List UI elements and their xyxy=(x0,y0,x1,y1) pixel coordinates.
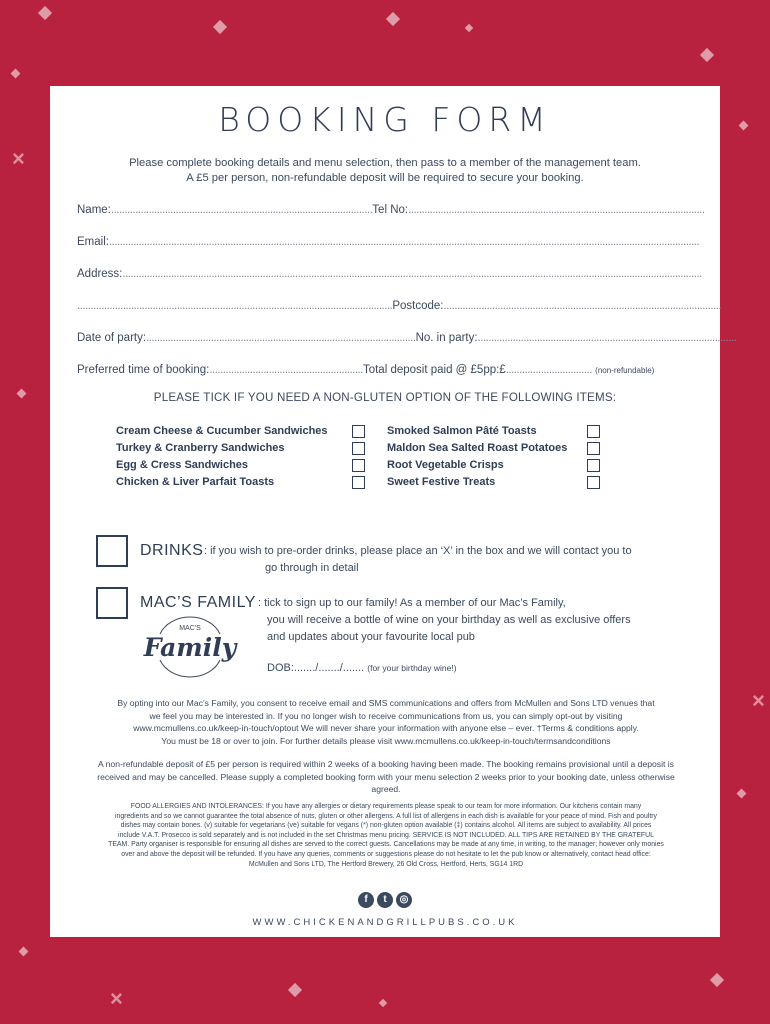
snowflake-cross: × xyxy=(110,986,123,1011)
instagram-icon[interactable]: ◎ xyxy=(396,892,412,908)
menu-item: Chicken & Liver Parfait Toasts xyxy=(116,476,275,488)
intro-text xyxy=(50,156,720,186)
date-field[interactable]: .................................................................................................... xyxy=(146,332,416,344)
allergy-line: FOOD ALLERGIES AND INTOLERANCES: If you have any allergies or dietary requirements please speak to our team for more information. Our kitchens contain many xyxy=(130,803,642,810)
consent-line: we feel you may be interested in. If you no longer wish to receive communications from us, you can simply opt-out by visiting xyxy=(149,710,623,721)
number-field[interactable]: ................................................................................................ xyxy=(477,332,737,344)
menu-item: Egg & Cress Sandwiches xyxy=(116,459,249,471)
drinks-text: : if you wish to pre-order drinks, please place an ‘X’ in the box and we will contact you to xyxy=(204,545,632,557)
deposit-line: received and may be cancelled. Please supply a completed booking form with your menu selection 2 weeks prior to your booking date, unless otherwise xyxy=(97,771,675,782)
drinks-label: DRINKS xyxy=(140,542,204,559)
macs-family-checkbox[interactable] xyxy=(96,587,128,619)
logo-top-text: MAC'S xyxy=(179,625,201,632)
time-row xyxy=(77,364,691,376)
menu-item: Smoked Salmon Pâté Toasts xyxy=(387,425,537,437)
intro-line: A £5 per person, non-refundable deposit will be required to secure your booking. xyxy=(186,172,584,184)
snowflake-cross: × xyxy=(752,688,765,713)
gluten-checkbox[interactable] xyxy=(352,425,365,438)
macs-text: you will receive a bottle of wine on your birthday as well as exclusive offers xyxy=(267,614,631,626)
drinks-text: go through in detail xyxy=(265,562,359,574)
snowflake-dot xyxy=(465,24,473,32)
facebook-icon[interactable]: f xyxy=(358,892,374,908)
consent-line: www.mcmullens.co.uk/keep-in-touch/optout We will never share your information with anyone else – ever. †Terms & conditions apply. xyxy=(133,723,639,733)
snowflake-dot xyxy=(19,947,29,957)
page-title: BOOKING FORM xyxy=(218,100,552,139)
deposit-field[interactable]: ................................ xyxy=(505,364,592,376)
allergy-line: McMullen and Sons LTD, The Hertford Brewery, 26 Old Cross, Hertford, Herts, SG14 1RD xyxy=(248,860,524,868)
gluten-checkbox[interactable] xyxy=(352,459,365,472)
allergy-line: include V.A.T. Prosecco is sold separately and is not included in the set Christmas menu pricing. SERVICE IS NOT INCLUDED. ALL TIPS ARE RETAINED BY THE GRATEFUL xyxy=(118,831,654,839)
gluten-checkbox[interactable] xyxy=(587,476,600,489)
non-refundable-note: (non-refundable) xyxy=(595,366,655,375)
snowflake-dot xyxy=(386,12,400,26)
gluten-checkbox[interactable] xyxy=(587,425,600,438)
email-field[interactable]: ........................................................................................................................................................................................................................... xyxy=(108,236,700,248)
time-field[interactable]: ......................................................... xyxy=(209,364,363,376)
consent-line: You must be 18 or over to join. For further details please visit www.mcmullens.co.uk/keep-in-touch/termsandconditions xyxy=(161,735,611,746)
snowflake-dot xyxy=(737,789,747,799)
gluten-heading: PLEASE TICK IF YOU NEED A NON-GLUTEN OPTION OF THE FOLLOWING ITEMS: xyxy=(153,391,617,404)
name-label: Name: xyxy=(77,204,111,216)
snowflake-dot xyxy=(739,121,749,131)
snowflake-dot xyxy=(213,20,227,34)
menu-item: Maldon Sea Salted Roast Potatoes xyxy=(387,442,568,454)
consent-text xyxy=(86,697,686,747)
postcode-label: Postcode: xyxy=(392,300,444,312)
drinks-checkbox[interactable] xyxy=(96,535,128,567)
gluten-checkbox[interactable] xyxy=(587,459,600,472)
gluten-checkbox[interactable] xyxy=(587,442,600,455)
snowflake-cross: × xyxy=(12,146,25,171)
menu-item: Sweet Festive Treats xyxy=(387,476,496,488)
gluten-checkbox[interactable] xyxy=(352,476,365,489)
allergy-text xyxy=(80,802,692,869)
address-postcode-row xyxy=(77,300,722,312)
macs-text: : tick to sign up to our family! As a member of our Mac’s Family, xyxy=(258,597,566,609)
booking-form-sheet xyxy=(50,86,737,937)
snowflake-dot xyxy=(700,48,714,62)
dob-row xyxy=(267,660,457,677)
twitter-icon[interactable]: t xyxy=(377,892,393,908)
snowflake-dot xyxy=(17,389,27,399)
allergy-line: over and above the deposit will be refunded. If you have any queries, comments or suggestions please do not hesitate to let the pub know or alternatively, contact head office: xyxy=(121,850,651,858)
macs-text: and updates about your favourite local pub xyxy=(267,631,475,643)
snowflake-dot xyxy=(11,69,21,79)
deposit-line: A non-refundable deposit of £5 per person is required within 2 weeks of a booking having been made. The booking remains provisional until a deposit is xyxy=(98,759,674,769)
macs-family-logo xyxy=(138,614,242,678)
address-row xyxy=(77,268,702,280)
date-label: Date of party: xyxy=(77,332,147,344)
snowflake-dot xyxy=(379,999,387,1007)
dob-field[interactable]: DOB:......./......./....... xyxy=(267,662,365,674)
email-label: Email: xyxy=(77,236,109,248)
time-label: Preferred time of booking: xyxy=(77,364,210,376)
allergy-line: ingredients and so we cannot guarantee the total absence of nuts, gluten or other allergens. A full list of allergens in each dish is available for your peace of mind. Fish and poultry xyxy=(114,812,657,820)
address-field[interactable]: ....................................................................................................................................................................................................................... xyxy=(122,268,702,280)
snowflake-dot xyxy=(38,6,52,20)
snowflake-dot xyxy=(288,983,302,997)
tel-field[interactable]: .............................................................................................................. xyxy=(408,204,705,216)
postcode-field[interactable]: ....................................................................................................... xyxy=(443,300,722,312)
number-label: No. in party: xyxy=(415,332,478,344)
menu-item: Turkey & Cranberry Sandwiches xyxy=(116,442,285,454)
menu-item: Root Vegetable Crisps xyxy=(387,459,504,471)
deposit-line: agreed. xyxy=(371,784,401,794)
deposit-note xyxy=(86,758,686,796)
name-row xyxy=(77,204,705,216)
dob-note: (for your birthday wine!) xyxy=(367,663,457,673)
logo-word-text: Family xyxy=(143,633,237,662)
tel-label: Tel No: xyxy=(372,204,409,216)
address-label: Address: xyxy=(77,268,123,280)
consent-line: By opting into our Mac’s Family, you consent to receive email and SMS communications and offers from McMullen and Sons LTD venues that xyxy=(117,698,655,708)
website-link[interactable]: WWW.CHICKENANDGRILLPUBS.CO.UK xyxy=(252,917,518,928)
menu-item: Cream Cheese & Cucumber Sandwiches xyxy=(116,425,328,437)
allergy-line: dishes may contain bones. (v) suitable for vegetarians (ve) suitable for vegans (*) non-gluten option available (‡) contains alcohol. All items are subject to availability. All prices xyxy=(120,822,652,830)
macs-family-label: MAC’S FAMILY xyxy=(140,594,256,611)
address-field-2[interactable]: ..................................................................................................................... xyxy=(77,300,393,312)
gluten-checkbox[interactable] xyxy=(352,442,365,455)
allergy-line: TEAM. Party organiser is responsible for ensuring all dishes are served to the correct guests. Cancellations may be made at any time, in writing, to the manager; however only monies xyxy=(108,841,664,849)
snowflake-dot xyxy=(710,973,724,987)
email-row xyxy=(77,236,700,248)
deposit-label: Total deposit paid @ £5pp:£ xyxy=(362,364,506,376)
name-field[interactable]: ................................................................................................. xyxy=(110,204,373,216)
date-row xyxy=(77,332,737,344)
intro-line: Please complete booking details and menu selection, then pass to a member of the management team. xyxy=(129,157,641,169)
